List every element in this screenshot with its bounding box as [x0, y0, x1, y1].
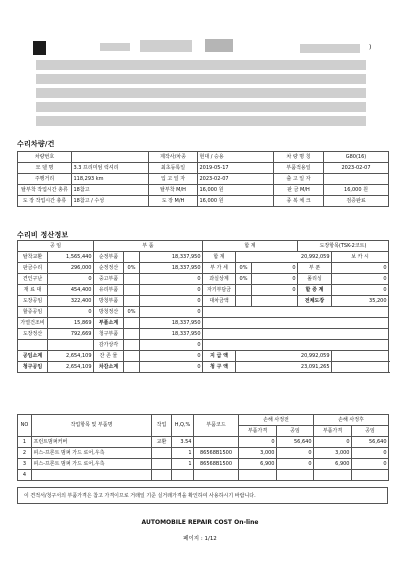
total-label: 청 구 액	[203, 362, 236, 373]
field-label: 주행거리	[18, 174, 72, 185]
vehicle-info-row	[18, 163, 389, 174]
after-part-price: 3,000	[314, 448, 352, 459]
paint-value: 35,200	[332, 296, 389, 307]
paint-value: 0	[332, 263, 389, 274]
vehicle-info-row	[18, 185, 389, 196]
part-code	[194, 437, 239, 448]
parts-label: 순정부품	[94, 252, 124, 263]
paint-value: 0	[332, 274, 389, 285]
field-value: 2023-02-07	[198, 174, 274, 185]
empty-cell	[203, 340, 389, 351]
part-code: 86568B1500	[194, 459, 239, 470]
parts-rate	[124, 274, 140, 285]
labor-value: 296,000	[48, 263, 94, 274]
pixelated-header-block	[100, 43, 130, 51]
field-label: 부품적용일	[274, 163, 324, 174]
work-type	[152, 459, 172, 470]
before-part-price: 6,900	[239, 459, 277, 470]
total-label: 합 계	[203, 252, 236, 263]
parts-row	[18, 448, 389, 459]
hq-value: 1	[172, 459, 194, 470]
field-label: 도 장 M/H	[149, 196, 198, 207]
total-value: 23,091,265	[236, 362, 332, 373]
parts-rate	[124, 296, 140, 307]
parts-value: 18,337,950	[140, 329, 203, 340]
parts-rate	[124, 340, 140, 351]
labor-label	[18, 340, 48, 351]
footer-title: AUTOMOBILE REPAIR COST On-line	[141, 519, 259, 526]
total-label: 대차금액	[203, 296, 236, 307]
field-value: 18참고	[72, 185, 149, 196]
pixelated-header-block	[36, 102, 366, 112]
parts-table	[17, 414, 389, 481]
parts-value: 0	[140, 340, 203, 351]
labor-value: 454,400	[48, 285, 94, 296]
field-value: 2019-05-17	[198, 163, 274, 174]
field-value: 검증완료	[324, 196, 389, 207]
field-value: 118,293 km	[72, 174, 149, 185]
parts-label: 청구부품	[94, 329, 124, 340]
empty-cell	[203, 307, 389, 318]
paint-label: 폴리싱	[298, 274, 332, 285]
part-code: 86568B1500	[194, 448, 239, 459]
parts-value: 0	[140, 296, 203, 307]
field-label: 종 복 체 크	[274, 196, 324, 207]
settlement-row	[18, 318, 389, 329]
total-label: 과실상계	[203, 274, 236, 285]
pixelated-header-block	[300, 44, 360, 53]
parts-value: 18,337,950	[140, 252, 203, 263]
labor-value: 0	[48, 274, 94, 285]
paint-label: 할 증 계	[298, 285, 332, 296]
work-item: 피스-프론트 범퍼 가드 로어,우측	[32, 448, 152, 459]
field-value: 2023-02-07	[324, 163, 389, 174]
field-label: 차량번호	[18, 152, 72, 163]
pixelated-header-block	[36, 74, 366, 84]
settlement-row	[18, 362, 389, 373]
paint-label: 전체도장	[298, 296, 332, 307]
pixelated-header-block	[36, 60, 366, 70]
settlement-row	[18, 263, 389, 274]
field-value: 16,000 원	[324, 185, 389, 196]
labor-value: 2,654,109	[48, 351, 94, 362]
total-label: 부 가 세	[203, 263, 236, 274]
after-part-price: 6,900	[314, 459, 352, 470]
labor-label: 가열건조비	[18, 318, 48, 329]
notice-text: 이 견적서/청구서의 부품가격은 참고 가격이므로 거래일 기준 실거래가격을 확인하여 사용하시기 바랍니다.	[17, 487, 388, 504]
parts-value: 0	[140, 307, 203, 318]
total-rate: 0%	[236, 263, 252, 274]
parts-label: 차감소계	[94, 362, 124, 373]
total-value: 20,992,059	[236, 252, 332, 263]
parts-value: 0	[140, 274, 203, 285]
labor-label: 할증공임	[18, 307, 48, 318]
labor-value: 2,654,109	[48, 362, 94, 373]
field-label: 출 고 일 자	[274, 174, 324, 185]
total-rate	[236, 285, 252, 296]
parts-label: 잔 존 물	[94, 351, 124, 362]
header-before-adjust: 손해 사정전	[239, 415, 314, 426]
labor-value: 322,400	[48, 296, 94, 307]
field-label: 판 금 M/H	[274, 185, 324, 196]
total-value: 0	[252, 285, 298, 296]
paint-label: 부 푼	[298, 263, 332, 274]
labor-label: 공임소계	[18, 351, 48, 362]
after-labor	[352, 470, 389, 481]
total-rate: 0%	[236, 274, 252, 285]
parts-rate: 0%	[124, 263, 140, 274]
row-no: 1	[18, 437, 32, 448]
labor-label: 도장정산	[18, 329, 48, 340]
parts-rate: 0%	[124, 307, 140, 318]
settlement-row	[18, 307, 389, 318]
header-part-code: 부품코드	[194, 415, 239, 437]
header-after-adjust: 손해 사정후	[314, 415, 389, 426]
row-no: 4	[18, 470, 32, 481]
before-labor: 0	[277, 448, 314, 459]
header-total: 합 계	[203, 241, 298, 252]
field-label: 차 량 명 칭	[274, 152, 324, 163]
work-type: 교환	[152, 437, 172, 448]
work-type	[152, 448, 172, 459]
header-labor-cost: 공임	[277, 426, 314, 437]
hq-value	[172, 470, 194, 481]
row-no: 2	[18, 448, 32, 459]
vehicle-section-title: 수리차량/건	[17, 140, 55, 148]
empty-cell	[203, 329, 389, 340]
header-part-price: 부품가격	[314, 426, 352, 437]
work-item: 프런트범퍼커버	[32, 437, 152, 448]
labor-value: 0	[48, 307, 94, 318]
labor-value: 15,869	[48, 318, 94, 329]
page-mark: )	[369, 44, 372, 51]
header-hq: H,Q,%	[172, 415, 194, 437]
total-value: 20,992,059	[236, 351, 332, 362]
after-part-price	[314, 470, 352, 481]
field-label: 탈부착 M/H	[149, 185, 198, 196]
empty-cell	[332, 362, 389, 373]
hq-value: 3.54	[172, 437, 194, 448]
pixelated-header-block	[36, 116, 366, 126]
hq-value: 1	[172, 448, 194, 459]
parts-label: 방청정산	[94, 307, 124, 318]
vehicle-info-row	[18, 174, 389, 185]
before-labor: 0	[277, 459, 314, 470]
parts-rate	[124, 285, 140, 296]
header-labor-cost: 공임	[352, 426, 389, 437]
vehicle-info-row	[18, 152, 389, 163]
after-labor: 0	[352, 448, 389, 459]
pixelated-header-block	[205, 39, 233, 52]
before-part-price: 0	[239, 437, 277, 448]
parts-rate	[124, 329, 140, 340]
parts-value: 0	[140, 351, 203, 362]
before-labor: 56,640	[277, 437, 314, 448]
labor-value	[48, 340, 94, 351]
settlement-row	[18, 296, 389, 307]
parts-label: 방청부품	[94, 296, 124, 307]
field-value	[72, 152, 149, 163]
work-item: 피스-프론트 범퍼 가드 로어,우측	[32, 459, 152, 470]
parts-label: 중고부품	[94, 274, 124, 285]
total-value: 0	[252, 263, 298, 274]
header-part-price: 부품가격	[239, 426, 277, 437]
parts-rate	[124, 351, 140, 362]
total-rate	[236, 296, 252, 307]
total-label: 지 급 액	[203, 351, 236, 362]
labor-value: 792,669	[48, 329, 94, 340]
header-work-type: 작업	[152, 415, 172, 437]
labor-label: 도장공임	[18, 296, 48, 307]
settlement-row	[18, 252, 389, 263]
after-labor: 0	[352, 459, 389, 470]
parts-row	[18, 470, 389, 481]
empty-cell	[203, 318, 389, 329]
total-value	[252, 296, 298, 307]
parts-label: 순정정산	[94, 263, 124, 274]
labor-label: 청구공임	[18, 362, 48, 373]
parts-label: 유리부품	[94, 285, 124, 296]
header-work-item: 작업항목 및 부품명	[32, 415, 152, 437]
field-label: 제작사/차종	[149, 152, 198, 163]
parts-row	[18, 437, 389, 448]
parts-value: 18,337,950	[140, 318, 203, 329]
parts-value: 0	[140, 362, 203, 373]
before-part-price: 3,000	[239, 448, 277, 459]
before-part-price	[239, 470, 277, 481]
field-label: 최초등록일	[149, 163, 198, 174]
field-label: 도 장 작업시간 총류	[18, 196, 72, 207]
field-value: G80(16)	[324, 152, 389, 163]
parts-rate	[124, 362, 140, 373]
before-labor	[277, 470, 314, 481]
redacted-header-block	[33, 41, 46, 55]
field-label: 모 델 명	[18, 163, 72, 174]
settlement-section-title: 수리비 정산정보	[17, 231, 69, 239]
parts-row	[18, 459, 389, 470]
total-label: 자기부담금	[203, 285, 236, 296]
header-no: NO	[18, 415, 32, 437]
field-value	[324, 174, 389, 185]
field-value: 16,000 원	[198, 196, 274, 207]
vehicle-info-table	[17, 151, 389, 207]
parts-value: 0	[140, 285, 203, 296]
settlement-row	[18, 351, 389, 362]
parts-value: 18,337,950	[140, 263, 203, 274]
parts-label: 부품소계	[94, 318, 124, 329]
parts-label: 감가상각	[94, 340, 124, 351]
field-value: 3.3 프리미엄 럭셔리	[72, 163, 149, 174]
settlement-table	[17, 240, 389, 373]
after-labor: 56,640	[352, 437, 389, 448]
settlement-row	[18, 329, 389, 340]
header-paint-items: 도장항목(TSK-2코트)	[298, 241, 389, 252]
work-item	[32, 470, 152, 481]
labor-label: 재 료 대	[18, 285, 48, 296]
field-label: 탈부착 작업시간 총류	[18, 185, 72, 196]
settlement-row	[18, 274, 389, 285]
header-parts: 부 품	[94, 241, 203, 252]
parts-rate	[124, 252, 140, 263]
labor-label: 판금수리	[18, 263, 48, 274]
paint-label: 보 카 시	[332, 252, 389, 263]
parts-rate	[124, 318, 140, 329]
field-value: 현대 / 승용	[198, 152, 274, 163]
labor-label: 탈착교환	[18, 252, 48, 263]
part-code	[194, 470, 239, 481]
after-part-price: 0	[314, 437, 352, 448]
total-value: 0	[252, 274, 298, 285]
paint-value: 0	[332, 285, 389, 296]
field-value: 18참고 / 수성	[72, 196, 149, 207]
labor-value: 1,565,440	[48, 252, 94, 263]
row-no: 3	[18, 459, 32, 470]
field-value: 16,000 원	[198, 185, 274, 196]
settlement-row	[18, 285, 389, 296]
field-label: 입 고 일 자	[149, 174, 198, 185]
pixelated-header-block	[140, 40, 192, 52]
labor-label: 견인구난	[18, 274, 48, 285]
vehicle-info-row	[18, 196, 389, 207]
footer-page-number: 페이지 : 1/12	[183, 536, 217, 542]
empty-cell	[332, 351, 389, 362]
settlement-row	[18, 340, 389, 351]
header-labor: 공 임	[18, 241, 94, 252]
pixelated-header-block	[36, 88, 366, 98]
work-type	[152, 470, 172, 481]
